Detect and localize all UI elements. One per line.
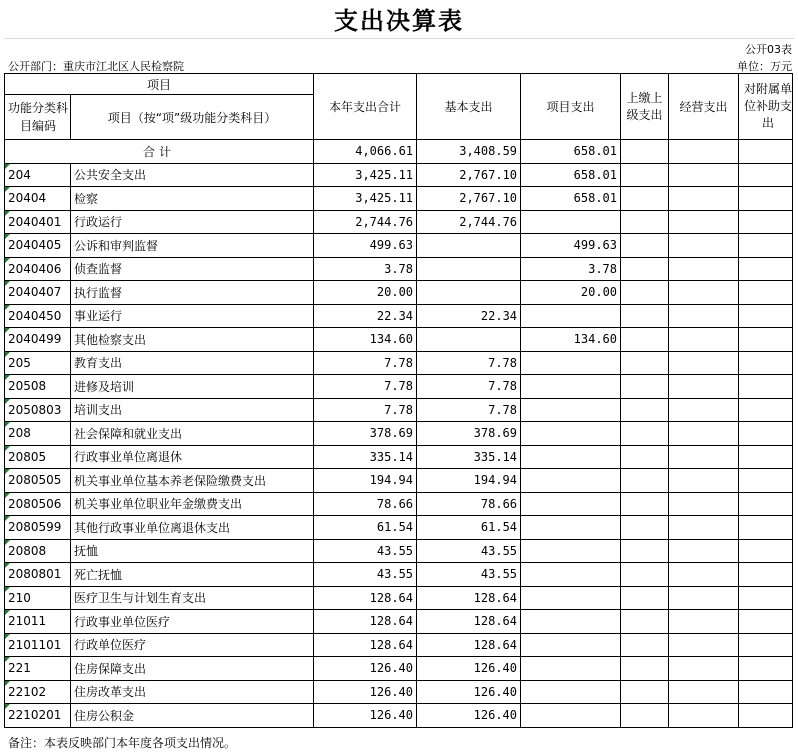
row-subsidy	[739, 563, 793, 587]
row-name: 教育支出	[71, 351, 314, 375]
row-name: 检察	[71, 187, 314, 211]
row-upper	[621, 234, 669, 258]
row-total: 134.60	[314, 328, 417, 352]
row-business	[669, 351, 739, 375]
table-row	[5, 351, 793, 375]
row-project	[521, 210, 621, 234]
row-basic: 7.78	[417, 375, 521, 399]
row-total: 128.64	[314, 610, 417, 634]
row-total: 499.63	[314, 234, 417, 258]
row-business	[669, 304, 739, 328]
row-code: 20808	[5, 539, 71, 563]
table-row	[5, 539, 793, 563]
row-total: 61.54	[314, 516, 417, 540]
row-business	[669, 187, 739, 211]
row-basic	[417, 257, 521, 281]
row-total: 126.40	[314, 657, 417, 681]
row-project	[521, 422, 621, 446]
row-basic: 126.40	[417, 704, 521, 728]
row-project	[521, 375, 621, 399]
row-upper	[621, 398, 669, 422]
table-row	[5, 398, 793, 422]
row-business	[669, 633, 739, 657]
row-basic	[417, 234, 521, 258]
row-total: 378.69	[314, 422, 417, 446]
row-business	[669, 375, 739, 399]
row-upper	[621, 187, 669, 211]
header-basic: 基本支出	[417, 74, 521, 140]
row-code: 20404	[5, 187, 71, 211]
row-subsidy	[739, 422, 793, 446]
row-name: 住房改革支出	[71, 680, 314, 704]
row-name: 侦查监督	[71, 257, 314, 281]
row-total: 128.64	[314, 586, 417, 610]
row-business	[669, 210, 739, 234]
table-row	[5, 445, 793, 469]
row-project: 499.63	[521, 234, 621, 258]
row-project	[521, 633, 621, 657]
row-total: 78.66	[314, 492, 417, 516]
row-upper	[621, 704, 669, 728]
header-subsidy-text: 对附属单位补助支出	[744, 82, 793, 130]
row-code: 2210201	[5, 704, 71, 728]
table-row	[5, 304, 793, 328]
header-subsidy	[739, 74, 793, 140]
row-name: 机关事业单位职业年金缴费支出	[71, 492, 314, 516]
row-basic: 7.78	[417, 398, 521, 422]
total-business	[669, 140, 739, 164]
row-subsidy	[739, 328, 793, 352]
row-project	[521, 586, 621, 610]
row-subsidy	[739, 469, 793, 493]
row-basic: 2,767.10	[417, 163, 521, 187]
table-row	[5, 633, 793, 657]
row-total: 126.40	[314, 680, 417, 704]
table-row	[5, 281, 793, 305]
header-upper-text: 上缴上级支出	[626, 90, 663, 122]
row-project	[521, 351, 621, 375]
row-upper	[621, 680, 669, 704]
row-upper	[621, 257, 669, 281]
row-business	[669, 281, 739, 305]
row-upper	[621, 563, 669, 587]
row-project	[521, 304, 621, 328]
row-total: 7.78	[314, 351, 417, 375]
row-upper	[621, 516, 669, 540]
row-total: 22.34	[314, 304, 417, 328]
header-upper	[621, 74, 669, 140]
total-upper	[621, 140, 669, 164]
row-basic	[417, 328, 521, 352]
row-upper	[621, 610, 669, 634]
row-subsidy	[739, 633, 793, 657]
table-row	[5, 563, 793, 587]
row-name: 行政事业单位医疗	[71, 610, 314, 634]
row-code: 2040406	[5, 257, 71, 281]
table-row	[5, 328, 793, 352]
row-code: 20508	[5, 375, 71, 399]
row-business	[669, 586, 739, 610]
sheet-number: 公开03表	[745, 43, 792, 56]
row-project: 658.01	[521, 187, 621, 211]
table-row	[5, 469, 793, 493]
row-name: 执行监督	[71, 281, 314, 305]
row-code: 2101101	[5, 633, 71, 657]
row-upper	[621, 633, 669, 657]
row-name: 事业运行	[71, 304, 314, 328]
row-code: 2040450	[5, 304, 71, 328]
row-name: 行政事业单位离退休	[71, 445, 314, 469]
unit-label: 单位：万元	[737, 60, 792, 73]
row-name: 死亡抚恤	[71, 563, 314, 587]
total-total: 4,066.61	[314, 140, 417, 164]
row-name: 医疗卫生与计划生育支出	[71, 586, 314, 610]
row-business	[669, 492, 739, 516]
table-row	[5, 187, 793, 211]
row-basic: 61.54	[417, 516, 521, 540]
row-subsidy	[739, 210, 793, 234]
row-code: 2040405	[5, 234, 71, 258]
row-business	[669, 610, 739, 634]
row-code: 2050803	[5, 398, 71, 422]
row-upper	[621, 445, 669, 469]
row-code: 208	[5, 422, 71, 446]
row-name: 住房公积金	[71, 704, 314, 728]
total-row	[5, 140, 793, 164]
row-upper	[621, 539, 669, 563]
row-project	[521, 469, 621, 493]
row-code: 21011	[5, 610, 71, 634]
row-basic: 7.78	[417, 351, 521, 375]
row-name: 住房保障支出	[71, 657, 314, 681]
row-subsidy	[739, 516, 793, 540]
row-total: 3,425.11	[314, 163, 417, 187]
table-row	[5, 257, 793, 281]
row-subsidy	[739, 586, 793, 610]
row-basic: 22.34	[417, 304, 521, 328]
row-business	[669, 657, 739, 681]
row-project	[521, 516, 621, 540]
row-code: 2040401	[5, 210, 71, 234]
row-project	[521, 680, 621, 704]
row-project: 134.60	[521, 328, 621, 352]
header-code-text: 功能分类科目编码	[8, 101, 69, 133]
row-total: 128.64	[314, 633, 417, 657]
table-row	[5, 163, 793, 187]
row-subsidy	[739, 704, 793, 728]
row-basic: 126.40	[417, 657, 521, 681]
row-basic: 43.55	[417, 539, 521, 563]
table-row	[5, 234, 793, 258]
row-project: 20.00	[521, 281, 621, 305]
row-basic: 2,767.10	[417, 187, 521, 211]
row-upper	[621, 351, 669, 375]
row-project	[521, 445, 621, 469]
row-code: 2040407	[5, 281, 71, 305]
row-subsidy	[739, 375, 793, 399]
row-name: 进修及培训	[71, 375, 314, 399]
row-code: 2080506	[5, 492, 71, 516]
row-code: 2040499	[5, 328, 71, 352]
table-row	[5, 492, 793, 516]
table-row	[5, 657, 793, 681]
row-total: 194.94	[314, 469, 417, 493]
row-subsidy	[739, 539, 793, 563]
total-project: 658.01	[521, 140, 621, 164]
row-basic: 128.64	[417, 586, 521, 610]
table-row	[5, 586, 793, 610]
row-business	[669, 398, 739, 422]
row-basic: 378.69	[417, 422, 521, 446]
table-row	[5, 375, 793, 399]
row-subsidy	[739, 492, 793, 516]
footnote: 备注：本表反映部门本年度各项支出情况。	[8, 736, 237, 750]
row-business	[669, 328, 739, 352]
department-label: 公开部门：重庆市江北区人民检察院	[8, 60, 184, 73]
row-subsidy	[739, 257, 793, 281]
row-total: 43.55	[314, 539, 417, 563]
header-name: 项目（按“项”级功能分类科目）	[71, 95, 314, 140]
row-project	[521, 704, 621, 728]
header-item: 项目	[5, 74, 314, 95]
row-total: 7.78	[314, 398, 417, 422]
row-name: 培训支出	[71, 398, 314, 422]
row-subsidy	[739, 281, 793, 305]
row-code: 2080505	[5, 469, 71, 493]
header-business: 经营支出	[669, 74, 739, 140]
row-project	[521, 492, 621, 516]
row-business	[669, 539, 739, 563]
row-total: 7.78	[314, 375, 417, 399]
row-upper	[621, 586, 669, 610]
row-total: 335.14	[314, 445, 417, 469]
table-row	[5, 210, 793, 234]
row-total: 126.40	[314, 704, 417, 728]
row-subsidy	[739, 610, 793, 634]
row-subsidy	[739, 351, 793, 375]
row-basic: 194.94	[417, 469, 521, 493]
row-basic	[417, 281, 521, 305]
row-name: 行政单位医疗	[71, 633, 314, 657]
row-business	[669, 422, 739, 446]
row-business	[669, 163, 739, 187]
row-code: 204	[5, 163, 71, 187]
table-body	[5, 140, 793, 728]
total-basic: 3,408.59	[417, 140, 521, 164]
row-code: 20805	[5, 445, 71, 469]
row-project: 3.78	[521, 257, 621, 281]
row-basic: 335.14	[417, 445, 521, 469]
row-business	[669, 680, 739, 704]
row-upper	[621, 492, 669, 516]
header-total: 本年支出合计	[314, 74, 417, 140]
row-upper	[621, 328, 669, 352]
row-subsidy	[739, 163, 793, 187]
row-basic: 78.66	[417, 492, 521, 516]
row-project	[521, 539, 621, 563]
table-row	[5, 610, 793, 634]
row-name: 公诉和审判监督	[71, 234, 314, 258]
row-code: 210	[5, 586, 71, 610]
row-upper	[621, 422, 669, 446]
row-project: 658.01	[521, 163, 621, 187]
total-label: 合计	[5, 140, 314, 164]
row-name: 其他行政事业单位离退休支出	[71, 516, 314, 540]
row-subsidy	[739, 304, 793, 328]
row-name: 社会保障和就业支出	[71, 422, 314, 446]
row-upper	[621, 163, 669, 187]
row-upper	[621, 304, 669, 328]
total-subsidy	[739, 140, 793, 164]
row-code: 205	[5, 351, 71, 375]
row-subsidy	[739, 445, 793, 469]
table-row	[5, 680, 793, 704]
expenditure-table	[4, 73, 793, 728]
row-basic: 126.40	[417, 680, 521, 704]
row-subsidy	[739, 398, 793, 422]
row-basic: 2,744.76	[417, 210, 521, 234]
row-project	[521, 398, 621, 422]
row-project	[521, 657, 621, 681]
row-total: 43.55	[314, 563, 417, 587]
page-title: 支出决算表	[334, 7, 464, 35]
header-code	[5, 95, 71, 140]
row-upper	[621, 657, 669, 681]
row-subsidy	[739, 234, 793, 258]
row-business	[669, 469, 739, 493]
row-subsidy	[739, 657, 793, 681]
row-basic: 128.64	[417, 633, 521, 657]
row-upper	[621, 210, 669, 234]
row-total: 3.78	[314, 257, 417, 281]
row-business	[669, 257, 739, 281]
row-name: 行政运行	[71, 210, 314, 234]
row-upper	[621, 375, 669, 399]
row-total: 20.00	[314, 281, 417, 305]
row-code: 2080599	[5, 516, 71, 540]
table-row	[5, 516, 793, 540]
row-code: 2080801	[5, 563, 71, 587]
row-total: 2,744.76	[314, 210, 417, 234]
row-business	[669, 234, 739, 258]
row-subsidy	[739, 187, 793, 211]
row-business	[669, 563, 739, 587]
row-upper	[621, 469, 669, 493]
row-code: 221	[5, 657, 71, 681]
row-name: 抚恤	[71, 539, 314, 563]
table-row	[5, 422, 793, 446]
row-name: 公共安全支出	[71, 163, 314, 187]
row-name: 其他检察支出	[71, 328, 314, 352]
table-row	[5, 704, 793, 728]
row-business	[669, 516, 739, 540]
row-project	[521, 610, 621, 634]
row-name: 机关事业单位基本养老保险缴费支出	[71, 469, 314, 493]
row-subsidy	[739, 680, 793, 704]
row-business	[669, 704, 739, 728]
row-basic: 128.64	[417, 610, 521, 634]
row-business	[669, 445, 739, 469]
row-upper	[621, 281, 669, 305]
row-total: 3,425.11	[314, 187, 417, 211]
header-project: 项目支出	[521, 74, 621, 140]
row-project	[521, 563, 621, 587]
row-basic: 43.55	[417, 563, 521, 587]
row-code: 22102	[5, 680, 71, 704]
